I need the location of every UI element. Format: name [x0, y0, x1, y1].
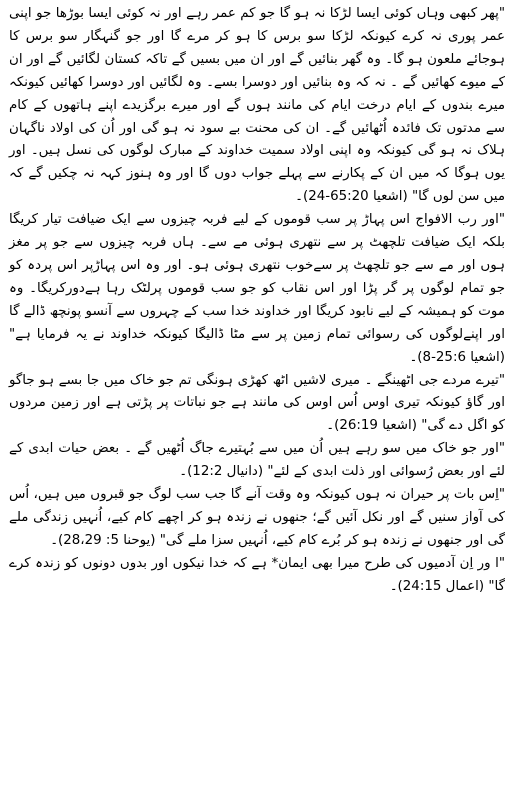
quote-john-5: "اِس بات پر حیران نہ ہوں کیونکہ وہ وقت آنے گا جب سب لوگ جو قبروں میں ہیں، اُس کی آواز سنیں گے اور نکل آئیں گے؛ جنھوں نے زندہ ہو کر اچھے کام کیے، اُنہیں زندگی ملے گی اور جنھوں نے زندہ ہو کر بُرے کام کیے، اُنہیں سزا ملے گی" (یوحنا 5: 28،29)۔ — [9, 487, 505, 548]
quote-acts-24: "ا ور اِن آدمیوں کی طرح میرا بھی ایمان* ہے کہ خدا نیکوں اور بدوں دونوں کو زندہ کرے گا" (اعمال 24:15)۔ — [9, 555, 505, 594]
quote-isaiah-65: "پھر کبھی وہاں کوئی ایسا لڑکا نہ ہو گا جو کم عمر رہے اور نہ کوئی ایسا بوڑھا جو اپنی عمر پوری نہ کرے کیونکہ لڑکا سو برس کا ہو کر مرے گا اور جو گنہگار سو برس کا ہوجائے ملعون ہو گا۔ وہ گھر بنائیں گے اور ان میں بسیں گے تاکہ کستان لگائیں گے اور ان کے میوے کھائیں گے ۔ نہ کہ وہ بنائیں اور دوسرا بسے۔ وہ لگائیں اور دوسرا کھائیں کیونکہ میرے بندوں کے ایام درخت ایام کی مانند ہوں گے اور میرے برگزیدے اپنے ہاتھوں کے کام سے مدتوں تک فائدہ اُٹھائیں گے۔ ان کی محنت بے سود نہ ہو گی اور اُن کی اولاد ناگہان ہلاک نہ ہو گی کیونکہ وہ اپنی اولاد سمیت خداوند کے مبارک لوگوں کی نسل ہیں۔ اور یوں ہوگا کہ میں ان کے پکارنے سے پہلے جواب دوں گا اور وہ ہنوز کہہ نہ چکیں گے کہ میں سن لوں گا" (اشعیا 65:20-24)۔ — [9, 6, 505, 205]
quote-isaiah-25: "اور رب الافواج اس پہاڑ پر سب قوموں کے لیے فربہ چیزوں سے ایک ضیافت تیار کریگا بلکہ ایک ضیافت تلچھٹ پر سے نتھری ہوئی مے سے۔ ہاں فربہ چیزوں سے جو پر مغز ہوں اور مے سے جو تلچھٹ پر سےخوب نتھری ہوئی ہو۔ اور وہ اس پہاڑپر اس پردہ کو جو تمام لوگوں پر گر پڑا اور اس نقاب کو جو سب قوموں پرلٹک رہا ہےدورکریگا۔ وہ موت کو ہمیشہ کے لیے نابود کریگا اور خداوند خدا سب کے چہروں سے آنسو پونچھ ڈالے گا اور اپنےلوگوں کی رسوائی تمام زمین پر سے مٹا ڈالیگا کیونکہ خداوند نے یہ فرمایا ہے" (اشعیا 25:6-8)۔ — [9, 212, 505, 365]
quote-daniel-12: "اور جو خاک میں سو رہے ہیں اُن میں سے بُہتیرے جاگ اُٹھیں گے ۔ بعض حیات ابدی کے لئے اور بعض رُسوائی اور ذلت ابدی کے لئے" (دانیال 12:2)۔ — [9, 441, 505, 480]
quote-isaiah-26: "تیرے مردے جی اٹھینگے ۔ میری لاشیں اٹھ کھڑی ہونگی تم جو خاک میں جا بسے ہو جاگو اور گاؤ کیونکہ تیری اوس اُس اوس کی مانند ہے جو نباتات پر پڑتی ہے اور زمین مردوں کو اگل دے گی" (اشعیا 26:19)۔ — [9, 372, 505, 434]
